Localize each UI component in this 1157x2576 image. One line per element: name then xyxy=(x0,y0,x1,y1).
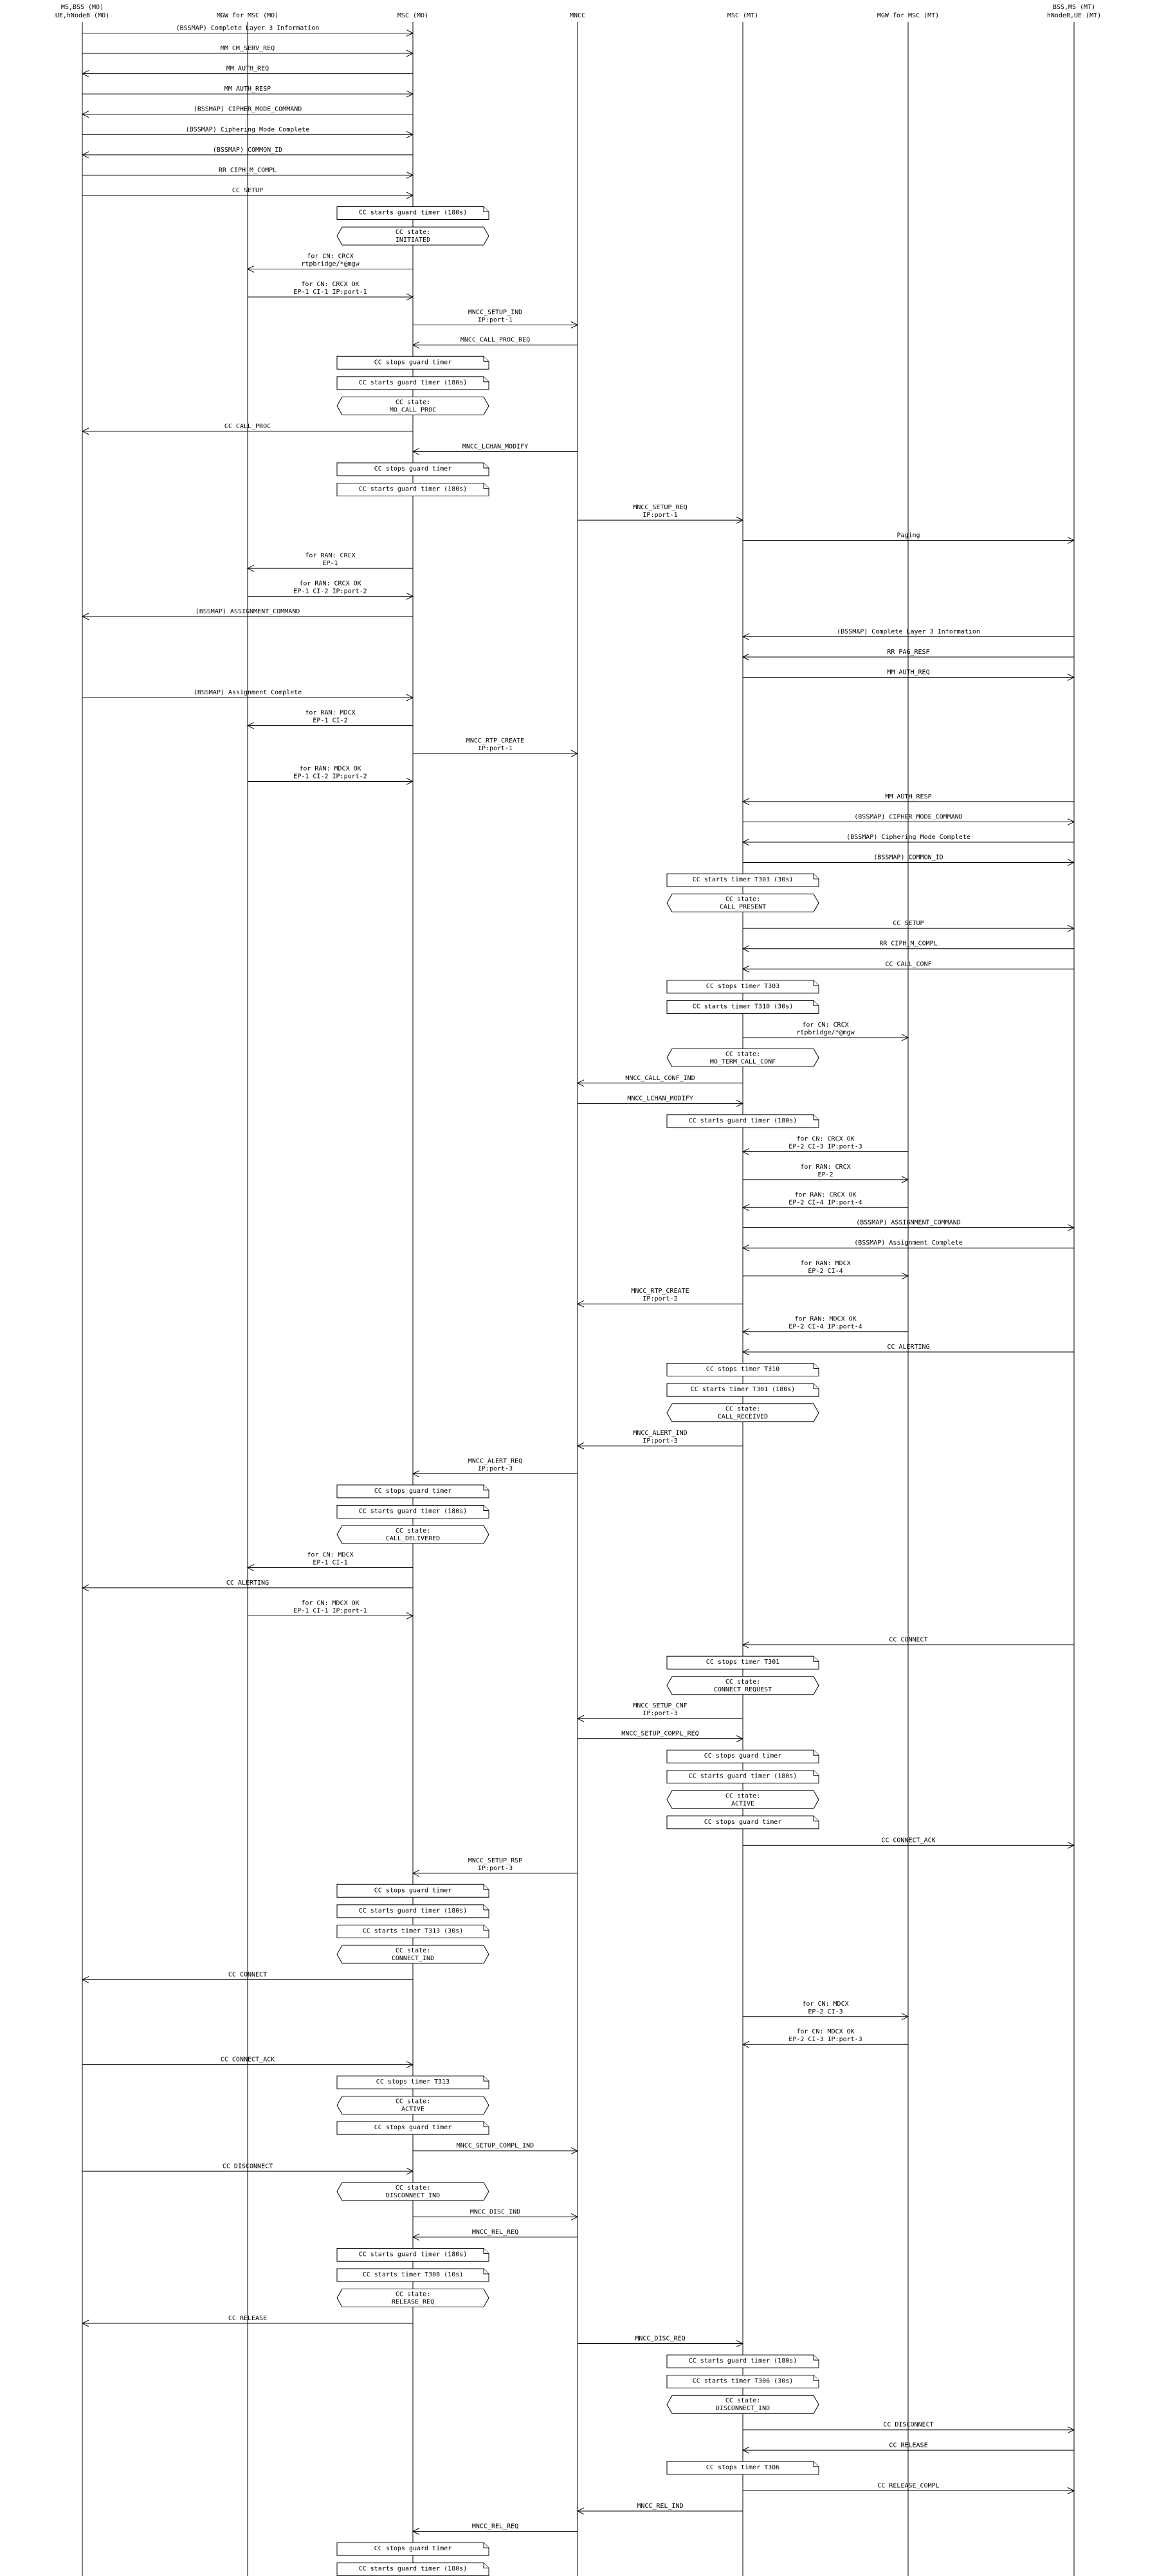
note-box xyxy=(667,980,819,993)
note-fold xyxy=(814,980,819,986)
message-arrow xyxy=(248,580,413,599)
message-label: for CN: CRCX xyxy=(802,1021,849,1029)
message-label: MM CM_SERV_REQ xyxy=(220,45,275,53)
note-box xyxy=(337,2543,489,2555)
note-fold xyxy=(484,483,489,489)
entity-name: BSS,MS (MT) xyxy=(1052,4,1096,11)
message-label: MNCC_REL_IND xyxy=(637,2502,684,2510)
note-box xyxy=(337,2248,489,2261)
note-fold xyxy=(814,1770,819,1776)
message-label: MNCC_LCHAN_MODIFY xyxy=(627,1095,693,1103)
note-text: CC starts timer T303 (30s) xyxy=(692,876,794,884)
note-fold xyxy=(814,1656,819,1661)
message-label: (BSSMAP) Ciphering Mode Complete xyxy=(185,126,310,134)
message-label: RR CIPH_M_COMPL xyxy=(218,167,277,174)
message-arrow xyxy=(248,1599,413,1619)
state-text: CC state: xyxy=(395,229,431,237)
message-label: IP:port-1 xyxy=(642,512,678,519)
message-label: for RAN: CRCX xyxy=(800,1163,851,1171)
note-fold xyxy=(814,1383,819,1389)
note-text: CC starts timer T306 (30s) xyxy=(692,2377,794,2385)
state-box xyxy=(337,2289,489,2307)
state-text: CC state: xyxy=(395,2098,431,2105)
note-box xyxy=(337,1485,489,1498)
note-box xyxy=(337,1505,489,1518)
note-text: CC starts guard timer (180s) xyxy=(688,1117,797,1124)
message-label: MM AUTH_RESP xyxy=(885,793,932,800)
message-arrow xyxy=(248,710,413,729)
message-label: EP-1 CI-2 xyxy=(313,717,348,725)
note-box xyxy=(667,874,819,887)
message-label: EP-2 CI-4 xyxy=(808,1267,843,1275)
message-label: MNCC_REL_REQ xyxy=(471,2523,519,2530)
note-box xyxy=(337,483,489,496)
message-arrow xyxy=(578,2336,743,2347)
state-text: INITIATED xyxy=(395,237,431,244)
message-label: MNCC_CALL_CONF_IND xyxy=(625,1074,695,1082)
message-label: RR PAG_RESP xyxy=(887,648,930,656)
note-text: CC stops timer T301 xyxy=(706,1659,780,1666)
message-label: MNCC_REL_REQ xyxy=(471,2228,519,2236)
message-label: CC CALL_CONF xyxy=(885,960,932,968)
note-text: CC starts guard timer (180s) xyxy=(688,2357,797,2365)
message-label: EP-2 xyxy=(817,1171,834,1178)
state-text: ACTIVE xyxy=(401,2105,425,2113)
state-box xyxy=(337,1945,489,1963)
message-label: for RAN: MDCX OK xyxy=(299,765,361,773)
entity-label: MSC (MO) xyxy=(397,12,429,19)
state-text: DISCONNECT_IND xyxy=(715,2405,770,2413)
note-text: CC starts guard timer (180s) xyxy=(358,2251,468,2258)
state-text: ACTIVE xyxy=(731,1800,755,1808)
message-label: (BSSMAP) COMMON_ID xyxy=(212,146,283,154)
message-label: MNCC_DISC_IND xyxy=(469,2208,521,2216)
state-text: CC state: xyxy=(725,896,761,903)
message-arrow xyxy=(743,1022,908,1041)
message-label: MM AUTH_REQ xyxy=(226,65,269,73)
message-arrow xyxy=(578,1702,743,1722)
note-box xyxy=(667,1816,819,1829)
note-fold xyxy=(484,463,489,468)
message-label: MNCC_SETUP_COMPL_REQ xyxy=(621,1730,699,1738)
entity-label: MNCC xyxy=(569,12,586,19)
entity-label: UE,hNodeB (MO) xyxy=(55,12,110,19)
message-arrow xyxy=(578,1288,743,1307)
message-arrow xyxy=(578,1075,743,1086)
message-label: IP:port-3 xyxy=(642,1710,678,1718)
message-label: EP-1 CI-1 IP:port-1 xyxy=(293,1607,367,1615)
message-label: for CN: MDCX xyxy=(802,2000,849,2008)
lifelines xyxy=(82,22,1074,2576)
entity-mncc xyxy=(570,12,585,19)
message-arrow xyxy=(413,309,578,328)
message-label: for CN: MDCX xyxy=(307,1551,354,1559)
note-box xyxy=(667,2462,819,2474)
note-text: CC stops guard timer xyxy=(374,1487,452,1495)
note-box xyxy=(337,377,489,390)
message-label: for RAN: MDCX xyxy=(800,1259,851,1267)
message-arrow xyxy=(248,765,413,784)
note-box xyxy=(337,463,489,476)
note-text: CC stops guard timer xyxy=(704,1818,782,1826)
message-arrow xyxy=(413,1857,578,1877)
state-text: CC state: xyxy=(395,1947,431,1954)
note-fold xyxy=(814,1364,819,1369)
note-fold xyxy=(484,207,489,212)
note-fold xyxy=(814,1750,819,1755)
message-label: MM AUTH_RESP xyxy=(224,86,271,93)
message-arrow xyxy=(743,1191,908,1211)
note-text: CC stops timer T313 xyxy=(376,2078,450,2086)
message-arrow xyxy=(743,1135,908,1155)
message-label: rtpbridge/*@mgw xyxy=(301,260,360,268)
message-label: CC ALERTING xyxy=(887,1343,930,1351)
message-label: CC DISCONNECT xyxy=(883,2421,934,2429)
state-text: CALL_PRESENT xyxy=(719,903,767,911)
message-label: EP-2 CI-3 xyxy=(808,2008,843,2015)
message-arrow xyxy=(413,2523,578,2535)
message-label: (BSSMAP) CIPHER_MODE_COMMAND xyxy=(854,813,963,821)
message-label: (BSSMAP) Complete Layer 3 Information xyxy=(176,24,320,32)
entity-label: hNodeB,UE (MT) xyxy=(1046,12,1102,19)
state-box xyxy=(337,397,489,415)
note-text: CC starts timer T310 (30s) xyxy=(692,1003,794,1011)
message-label: CC RELEASE xyxy=(228,2314,268,2322)
note-text: CC starts timer T301 (180s) xyxy=(690,1386,796,1394)
message-label: MNCC_ALERT_IND xyxy=(633,1430,688,1437)
state-text: CC state: xyxy=(395,2291,431,2298)
note-box xyxy=(337,2269,489,2282)
note-text: CC stops guard timer xyxy=(374,465,452,473)
note-text: CC stops guard timer xyxy=(374,359,452,366)
note-text: CC stops guard timer xyxy=(374,2124,452,2132)
message-arrow xyxy=(743,1164,908,1183)
note-box xyxy=(667,1000,819,1013)
note-fold xyxy=(814,1115,819,1120)
note-text: CC starts guard timer (180s) xyxy=(358,379,468,386)
entity-label: MGW for MSC (MO) xyxy=(216,12,279,19)
message-label: (BSSMAP) CIPHER_MODE_COMMAND xyxy=(193,105,302,113)
message-label: for CN: CRCX OK xyxy=(301,280,360,288)
message-label: Paging xyxy=(897,532,920,539)
message-label: MM AUTH_REQ xyxy=(887,669,930,676)
message-arrow xyxy=(743,1260,908,1279)
note-text: CC starts guard timer (180s) xyxy=(688,1772,797,1780)
note-text: CC stops timer T303 xyxy=(706,982,780,990)
note-box xyxy=(667,1750,819,1763)
state-text: CC state: xyxy=(395,2184,431,2192)
message-label: for CN: CRCX xyxy=(307,253,354,260)
note-box xyxy=(337,2076,489,2089)
note-box xyxy=(337,2563,489,2576)
message-label: IP:port-3 xyxy=(642,1437,678,1445)
message-label: MNCC_RTP_CREATE xyxy=(631,1288,689,1295)
note-box xyxy=(337,356,489,369)
note-box xyxy=(337,1905,489,1918)
message-label: (BSSMAP) Assignment Complete xyxy=(854,1239,963,1247)
message-label: CC CONNECT xyxy=(889,1636,928,1644)
note-box xyxy=(667,2355,819,2368)
state-text: RELEASE_REQ xyxy=(391,2298,435,2306)
message-label: CC CONNECT_ACK xyxy=(220,2056,275,2064)
message-label: EP-2 CI-3 IP:port-3 xyxy=(788,1143,862,1151)
message-label: EP-2 CI-4 IP:port-4 xyxy=(788,1199,862,1207)
message-arrow xyxy=(578,504,743,523)
message-arrow xyxy=(743,2028,908,2048)
message-arrow xyxy=(743,2001,908,2020)
state-text: CC state: xyxy=(725,2397,761,2405)
entity-ms_mt xyxy=(1047,4,1101,19)
message-label: MNCC_SETUP_COMPL_IND xyxy=(456,2142,534,2150)
note-fold xyxy=(814,2355,819,2360)
state-box xyxy=(667,1677,819,1695)
message-label: MNCC_CALL_PROC_REQ xyxy=(460,336,531,344)
note-text: CC starts guard timer (180s) xyxy=(358,1907,468,1914)
state-text: CALL_DELIVERED xyxy=(385,1535,441,1543)
message-label: rtpbridge/*@mgw xyxy=(796,1029,855,1036)
note-text: CC starts guard timer (180s) xyxy=(358,2565,468,2573)
message-label: CC RELEASE_COMPL xyxy=(877,2482,940,2490)
message-label: MNCC_LCHAN_MODIFY xyxy=(462,443,529,451)
message-arrow xyxy=(248,1551,413,1571)
message-label: RR CIPH_M_COMPL xyxy=(879,940,938,948)
message-label: EP-2 CI-3 IP:port-3 xyxy=(788,2036,862,2044)
message-arrow xyxy=(413,443,578,455)
note-box xyxy=(337,1925,489,1938)
message-label: for RAN: MDCX xyxy=(305,709,356,717)
message-label: IP:port-1 xyxy=(477,745,513,753)
message-arrow xyxy=(578,1430,743,1449)
message-label: IP:port-2 xyxy=(642,1295,678,1303)
note-text: CC starts timer T308 (10s) xyxy=(362,2271,464,2278)
entity-mgw_mo xyxy=(217,12,278,19)
message-label: MNCC_ALERT_REQ xyxy=(468,1457,523,1465)
message-label: CC DISCONNECT xyxy=(222,2163,273,2170)
note-box xyxy=(667,2375,819,2388)
message-label: MNCC_SETUP_RSP xyxy=(468,1857,523,1864)
note-box xyxy=(337,2121,489,2134)
message-label: for CN: CRCX OK xyxy=(796,1135,855,1143)
note-box xyxy=(667,1656,819,1669)
note-fold xyxy=(814,1000,819,1005)
message-label: MNCC_SETUP_REQ xyxy=(633,504,688,512)
state-text: CC state: xyxy=(395,399,431,406)
state-text: CALL_RECEIVED xyxy=(717,1413,769,1421)
note-box xyxy=(667,1770,819,1783)
state-text: CC state: xyxy=(725,1792,761,1800)
note-text: CC starts guard timer (180s) xyxy=(358,209,468,217)
note-text: CC stops guard timer xyxy=(374,2545,452,2553)
state-box xyxy=(337,1526,489,1544)
note-fold xyxy=(814,874,819,879)
message-label: EP-1 xyxy=(322,560,338,568)
entity-name: MS,BSS (MO) xyxy=(60,4,104,11)
state-box xyxy=(667,894,819,912)
state-text: CONNECT_REQUEST xyxy=(713,1686,772,1693)
message-label: (BSSMAP) ASSIGNMENT_COMMAND xyxy=(856,1219,961,1227)
message-label: (BSSMAP) Complete Layer 3 Information xyxy=(837,628,980,636)
message-arrow xyxy=(413,2229,578,2240)
note-text: CC stops timer T306 xyxy=(706,2463,780,2471)
message-arrow xyxy=(743,1316,908,1335)
message-label: for CN: MDCX OK xyxy=(796,2028,855,2036)
state-box xyxy=(667,2395,819,2413)
message-label: CC CALL_PROC xyxy=(224,422,271,430)
message-arrow xyxy=(413,337,578,348)
message-arrow xyxy=(578,1731,743,1742)
note-text: CC stops guard timer xyxy=(704,1752,782,1760)
message-arrow xyxy=(413,2208,578,2220)
note-box xyxy=(667,1364,819,1376)
state-text: DISCONNECT_IND xyxy=(385,2192,441,2199)
message-label: CC SETUP xyxy=(232,186,264,194)
note-text: CC stops timer T310 xyxy=(706,1365,780,1373)
state-text: CONNECT_IND xyxy=(391,1954,435,1962)
message-label: EP-2 CI-4 IP:port-4 xyxy=(788,1323,862,1331)
message-label: MNCC_SETUP_IND xyxy=(468,309,523,316)
message-label: EP-1 CI-1 xyxy=(313,1559,348,1567)
note-fold xyxy=(484,356,489,361)
message-label: EP-1 CI-2 IP:port-2 xyxy=(293,588,367,595)
entity-mgw_mt xyxy=(877,12,939,19)
entity-msc_mo xyxy=(397,12,428,19)
message-arrow xyxy=(248,253,413,273)
message-arrow xyxy=(413,2143,578,2154)
state-text: MO_CALL_PROC xyxy=(389,406,437,414)
entity-msc_mt xyxy=(727,12,758,19)
entity-label: MSC (MT) xyxy=(727,12,759,19)
message-label: IP:port-1 xyxy=(477,316,513,324)
message-label: for RAN: CRCX OK xyxy=(794,1191,857,1199)
note-text: CC starts timer T313 (30s) xyxy=(362,1927,464,1935)
message-arrow xyxy=(413,737,578,757)
message-label: EP-1 CI-2 IP:port-2 xyxy=(293,773,367,780)
message-label: for RAN: MDCX OK xyxy=(794,1315,857,1323)
message-label: CC SETUP xyxy=(893,920,924,928)
note-text: CC starts guard timer (180s) xyxy=(358,1508,468,1515)
note-box xyxy=(337,1884,489,1897)
note-text: CC stops guard timer xyxy=(374,1887,452,1895)
state-box xyxy=(337,2183,489,2201)
note-box xyxy=(667,1383,819,1396)
message-arrow xyxy=(578,2503,743,2514)
message-label: (BSSMAP) Ciphering Mode Complete xyxy=(846,833,970,841)
message-label: CC CONNECT xyxy=(228,1971,268,1979)
message-label: for RAN: CRCX OK xyxy=(299,580,361,588)
message-label: MNCC_SETUP_CNF xyxy=(633,1702,688,1710)
message-arrow xyxy=(578,1095,743,1106)
note-fold xyxy=(814,2462,819,2467)
entity-label: MGW for MSC (MT) xyxy=(877,12,940,19)
message-label: CC RELEASE xyxy=(889,2442,928,2449)
message-label: for CN: MDCX OK xyxy=(301,1599,360,1607)
note-text: CC starts guard timer (180s) xyxy=(358,485,468,493)
state-box xyxy=(667,1790,819,1808)
note-fold xyxy=(814,1816,819,1821)
state-text: CC state: xyxy=(725,1678,761,1686)
state-text: CC state: xyxy=(725,1405,761,1413)
state-box xyxy=(667,1404,819,1422)
note-fold xyxy=(484,377,489,382)
message-label: IP:port-3 xyxy=(477,1864,513,1872)
message-label: for RAN: CRCX xyxy=(305,552,356,560)
message-label: (BSSMAP) COMMON_ID xyxy=(873,854,943,861)
message-arrow xyxy=(248,552,413,572)
state-text: CC state: xyxy=(725,1050,761,1058)
state-box xyxy=(337,227,489,245)
message-label: (BSSMAP) ASSIGNMENT_COMMAND xyxy=(195,608,300,615)
note-box xyxy=(337,207,489,220)
entity-ms_mo xyxy=(55,4,109,19)
state-box xyxy=(337,2096,489,2114)
message-arrow xyxy=(413,1458,578,1477)
message-label: (BSSMAP) Assignment Complete xyxy=(193,689,302,697)
entity-headers xyxy=(55,4,1101,19)
note-fold xyxy=(814,2375,819,2381)
state-text: MO_TERM_CALL_CONF xyxy=(709,1058,776,1066)
message-label: MNCC_RTP_CREATE xyxy=(466,737,525,745)
message-arrow xyxy=(248,281,413,300)
message-label: CC ALERTING xyxy=(226,1579,269,1587)
message-label: CC CONNECT_ACK xyxy=(881,1837,936,1844)
message-label: IP:port-3 xyxy=(477,1465,513,1473)
message-label: MNCC_DISC_REQ xyxy=(635,2335,686,2343)
message-label: EP-1 CI-1 IP:port-1 xyxy=(293,288,367,296)
events xyxy=(82,24,1074,2576)
note-box xyxy=(667,1115,819,1128)
state-box xyxy=(667,1049,819,1067)
state-text: CC state: xyxy=(395,1527,431,1535)
